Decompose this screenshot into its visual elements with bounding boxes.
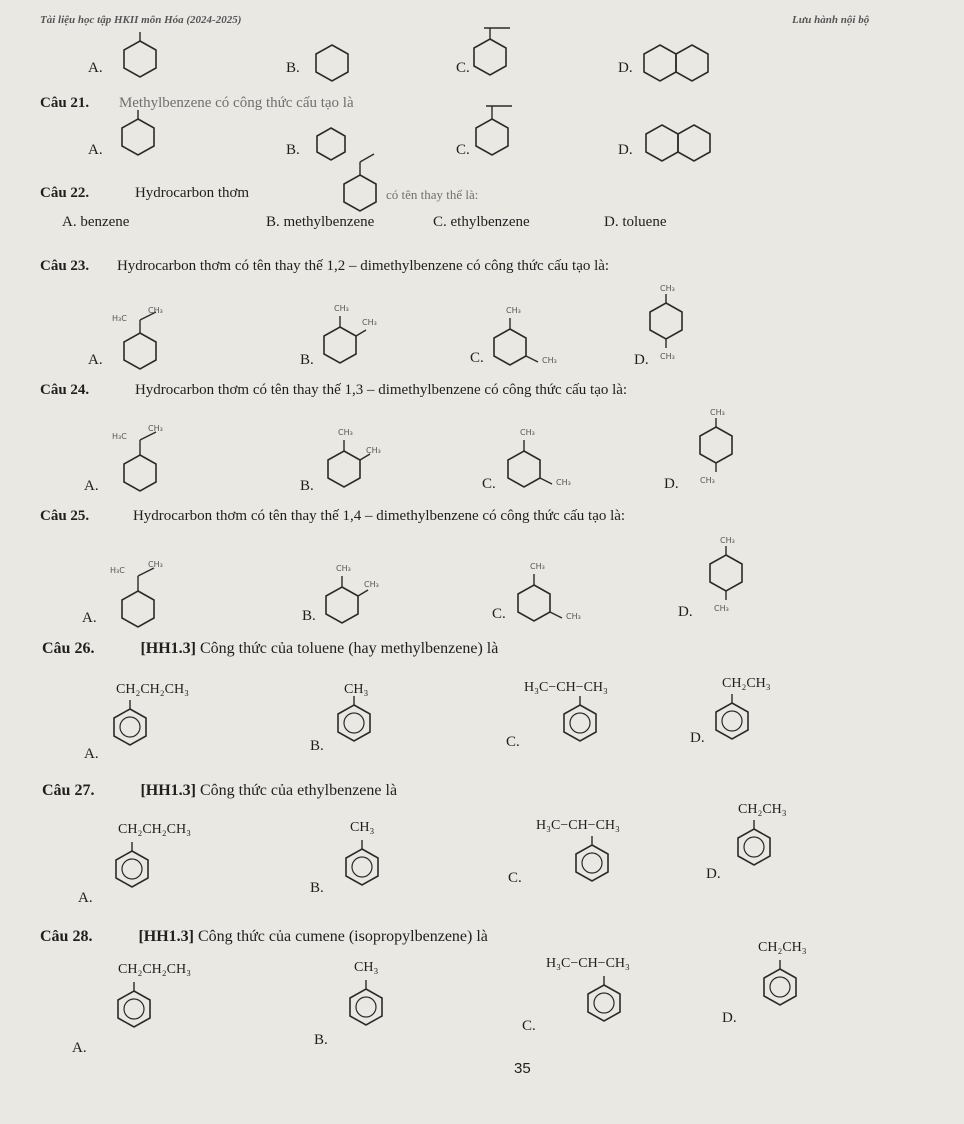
q28-a-propyl: CH₂CH₂CH₃ [118,962,191,977]
q28-d-ethyl: CH₂CH₃ [758,940,807,955]
q22-option-b: B. methylbenzene [266,214,375,230]
benzene-ring-icon [322,584,362,620]
q24-a-h3c: H₃C [112,432,127,441]
q27-d-ethyl: CH₂CH₃ [738,802,787,817]
q24-option-b: B. [300,478,314,494]
benzene-ring-icon [118,116,158,152]
q25-b-ch3-1: CH₃ [336,564,351,573]
naphthalene-icon [640,42,720,78]
page-number: 35 [514,1060,531,1077]
q23-b-ch3-1: CH₃ [334,304,349,313]
q25-option-b: B. [302,608,316,624]
q24-option-c: C. [482,476,496,492]
q27-option-b: B. [310,880,324,896]
q27-option-d: D. [706,866,721,882]
q28-option-b: B. [314,1032,328,1048]
q22-option-a: A. benzene [62,214,130,230]
q23-c-ch3-1: CH₃ [506,306,521,315]
benzene-ring-icon [110,706,150,742]
benzene-ring-icon [120,38,160,74]
question-26: Câu 26. [HH1.3] Công thức của toluene (hay methylbenzene) là [42,640,499,657]
q28-option-c: C. [522,1018,536,1034]
top-option-d: D. [618,60,633,76]
q27-c-isopropyl: H₃C−CH−CH₃ [536,818,620,833]
q27-a-propyl: CH₂CH₂CH₃ [118,822,191,837]
q25-d-ch3-1: CH₃ [720,536,735,545]
q28-option-d: D. [722,1010,737,1026]
q25-d-ch3-2: CH₃ [714,604,729,613]
benzene-ring-icon [320,324,360,360]
q25-a-ch3: CH₃ [148,560,163,569]
ethylbenzene-icon [340,172,380,208]
q26-c-isopropyl: H₃C−CH−CH₃ [524,680,608,695]
benzene-ring-icon [342,846,382,882]
benzene-ring-icon [572,842,612,878]
question-27: Câu 27. [HH1.3] Công thức của ethylbenzene là [42,782,398,799]
q25-c-ch3-2: CH₃ [566,612,581,621]
question-23: Câu 23. Hydrocarbon thơm có tên thay thế 1,2 – dimethylbenzene có công thức cấu tạo là: [40,258,610,274]
q25-b-ch3-2: CH₃ [364,580,379,589]
q23-a-h3c: H₃C [112,314,127,323]
q27-b-methyl: CH₃ [350,820,375,835]
q25-c-ch3-1: CH₃ [530,562,545,571]
q23-c-ch3-2: CH₃ [542,356,557,365]
q28-option-a: A. [72,1040,87,1056]
q22-option-d: D. toluene [604,214,667,230]
header-left: Tài liệu học tập HKII môn Hóa (2024-2025) [40,14,242,26]
top-option-b: B. [286,60,300,76]
q28-c-isopropyl: H₃C−CH−CH₃ [546,956,630,971]
benzene-ring-icon [470,36,510,72]
q24-c-ch3-2: CH₃ [556,478,571,487]
header-right: Lưu hành nội bộ [792,14,870,26]
q25-a-h3c: H₃C [110,566,125,575]
q24-d-ch3-2: CH₃ [700,476,715,485]
q23-b-ch3-2: CH₃ [362,318,377,327]
q23-option-d: D. [634,352,649,368]
q26-option-c: C. [506,734,520,750]
q23-a-ch3: CH₃ [148,306,163,315]
benzene-ring-icon [696,424,736,460]
benzene-ring-icon [646,300,686,336]
benzene-ring-icon [120,452,160,488]
q24-d-ch3-1: CH₃ [710,408,725,417]
question-21: Câu 21. Methylbenzene có công thức cấu tạo là [40,95,354,111]
q24-option-d: D. [664,476,679,492]
q25-option-c: C. [492,606,506,622]
q23-option-a: A. [88,352,103,368]
benzene-ring-icon [334,702,374,738]
benzene-ring-icon [706,552,746,588]
q23-d-ch3-1: CH₃ [660,284,675,293]
question-25: Câu 25. Hydrocarbon thơm có tên thay thế 1,4 – dimethylbenzene có công thức cấu tạo là: [40,508,626,524]
q26-d-ethyl: CH₂CH₃ [722,676,771,691]
question-24: Câu 24. Hydrocarbon thơm có tên thay thế 1,3 – dimethylbenzene có công thức cấu tạo là: [40,382,628,398]
q26-b-methyl: CH₃ [344,682,369,697]
q22-text-after: có tên thay thế là: [386,187,479,202]
q21-option-b: B. [286,142,300,158]
benzene-ring-icon [734,826,774,862]
benzene-ring-icon [314,126,348,156]
q21-option-c: C. [456,142,470,158]
q23-option-c: C. [470,350,484,366]
benzene-ring-icon [324,448,364,484]
benzene-ring-icon [490,326,530,362]
benzene-ring-icon [118,588,158,624]
benzene-ring-icon [312,42,352,78]
benzene-ring-icon [120,330,160,366]
q24-option-a: A. [84,478,99,494]
benzene-ring-icon [112,848,152,884]
top-option-a: A. [88,60,103,76]
q21-option-a: A. [88,142,103,158]
benzene-ring-icon [514,582,554,618]
q26-option-d: D. [690,730,705,746]
benzene-ring-icon [584,982,624,1018]
benzene-ring-icon [472,116,512,152]
q24-b-ch3-2: CH₃ [366,446,381,455]
question-28: Câu 28. [HH1.3] Công thức của cumene (isopropylbenzene) là [40,928,488,945]
q24-a-ch3: CH₃ [148,424,163,433]
naphthalene-icon [642,122,722,158]
benzene-ring-icon [560,702,600,738]
q27-option-a: A. [78,890,93,906]
q23-option-b: B. [300,352,314,368]
question-22: Câu 22. Hydrocarbon thơm [40,185,250,201]
benzene-ring-icon [114,988,154,1024]
q22-option-c: C. ethylbenzene [433,214,530,230]
q26-a-propyl: CH₂CH₂CH₃ [116,682,189,697]
q25-option-d: D. [678,604,693,620]
q21-option-d: D. [618,142,633,158]
q26-option-a: A. [84,746,99,762]
benzene-ring-icon [712,700,752,736]
q28-b-methyl: CH₃ [354,960,379,975]
benzene-ring-icon [760,966,800,1002]
benzene-ring-icon [346,986,386,1022]
benzene-ring-icon [504,448,544,484]
q25-option-a: A. [82,610,97,626]
q24-c-ch3-1: CH₃ [520,428,535,437]
q23-d-ch3-2: CH₃ [660,352,675,361]
q27-option-c: C. [508,870,522,886]
q24-b-ch3-1: CH₃ [338,428,353,437]
top-option-c: C. [456,60,470,76]
q26-option-b: B. [310,738,324,754]
